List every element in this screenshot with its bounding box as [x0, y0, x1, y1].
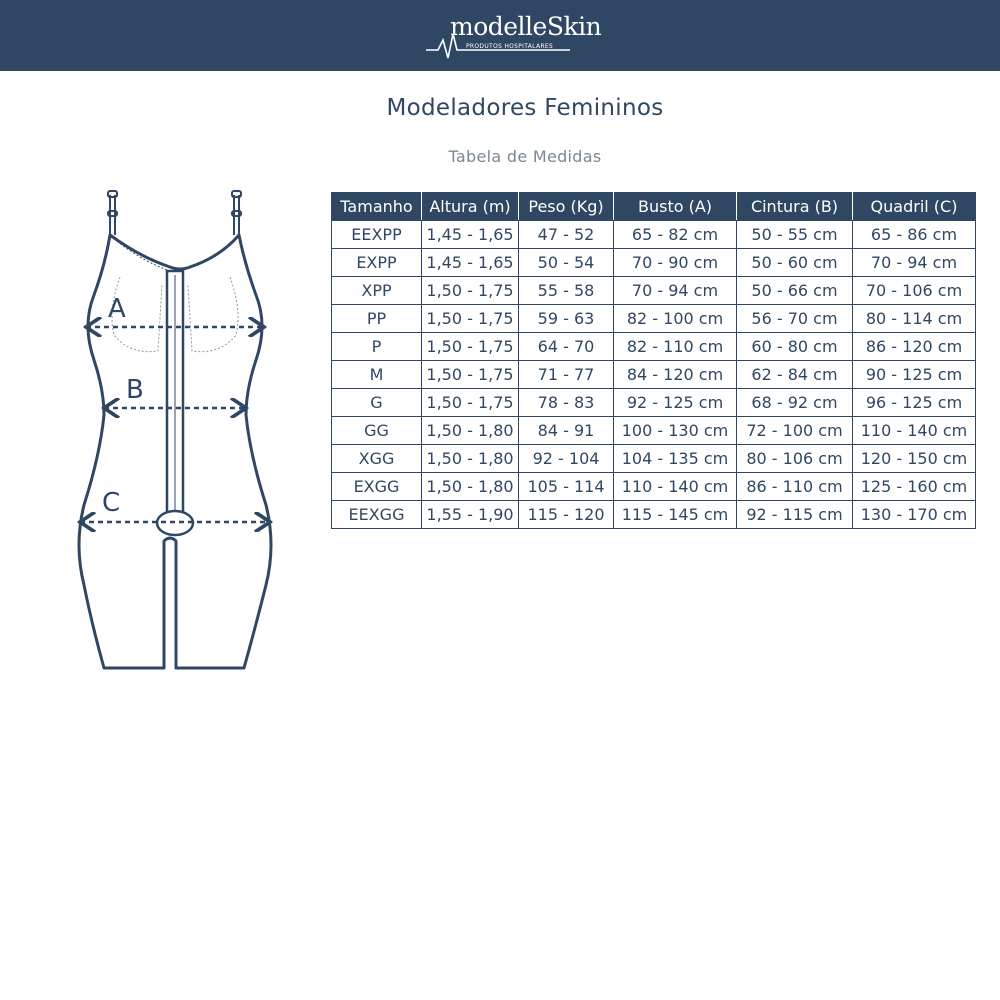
cell-cintura: 72 - 100 cm: [737, 417, 853, 445]
cell-peso: 59 - 63: [519, 305, 614, 333]
cell-cintura: 50 - 60 cm: [737, 249, 853, 277]
bodysuit-diagram: [70, 185, 280, 675]
cell-quadril: 90 - 125 cm: [853, 361, 976, 389]
cell-peso: 47 - 52: [519, 221, 614, 249]
header-altura: Altura (m): [422, 193, 519, 221]
header-quadril: Quadril (C): [853, 193, 976, 221]
table-row: [332, 361, 976, 389]
brand-logo[interactable]: [420, 10, 640, 62]
cell-tamanho: P: [332, 333, 422, 361]
table-row: [332, 501, 976, 529]
cell-cintura: 92 - 115 cm: [737, 501, 853, 529]
cell-tamanho: EXPP: [332, 249, 422, 277]
label-b: B: [126, 375, 144, 405]
cell-altura: 1,50 - 1,80: [422, 445, 519, 473]
cell-peso: 92 - 104: [519, 445, 614, 473]
cell-tamanho: XGG: [332, 445, 422, 473]
table-row: [332, 389, 976, 417]
cell-altura: 1,50 - 1,75: [422, 305, 519, 333]
cell-busto: 82 - 110 cm: [614, 333, 737, 361]
table-row: [332, 221, 976, 249]
cell-tamanho: GG: [332, 417, 422, 445]
cell-cintura: 50 - 55 cm: [737, 221, 853, 249]
logo-text: modelleSkin: [450, 12, 602, 41]
cell-quadril: 110 - 140 cm: [853, 417, 976, 445]
label-c: C: [102, 488, 121, 518]
cell-altura: 1,45 - 1,65: [422, 249, 519, 277]
cell-altura: 1,50 - 1,75: [422, 277, 519, 305]
header-busto: Busto (A): [614, 193, 737, 221]
cell-busto: 70 - 90 cm: [614, 249, 737, 277]
cell-peso: 115 - 120: [519, 501, 614, 529]
cell-quadril: 130 - 170 cm: [853, 501, 976, 529]
cell-altura: 1,50 - 1,80: [422, 473, 519, 501]
cell-busto: 84 - 120 cm: [614, 361, 737, 389]
header-cintura: Cintura (B): [737, 193, 853, 221]
table-row: [332, 333, 976, 361]
page-title: Modeladores Femininos: [386, 95, 664, 121]
cell-busto: 82 - 100 cm: [614, 305, 737, 333]
header-bar: [0, 0, 1000, 71]
cell-cintura: 56 - 70 cm: [737, 305, 853, 333]
table-row: [332, 417, 976, 445]
cell-busto: 115 - 145 cm: [614, 501, 737, 529]
cell-busto: 70 - 94 cm: [614, 277, 737, 305]
cell-altura: 1,55 - 1,90: [422, 501, 519, 529]
cell-quadril: 70 - 94 cm: [853, 249, 976, 277]
table-row: [332, 305, 976, 333]
cell-quadril: 70 - 106 cm: [853, 277, 976, 305]
cell-cintura: 68 - 92 cm: [737, 389, 853, 417]
cell-busto: 100 - 130 cm: [614, 417, 737, 445]
cell-busto: 92 - 125 cm: [614, 389, 737, 417]
cell-altura: 1,45 - 1,65: [422, 221, 519, 249]
cell-altura: 1,50 - 1,75: [422, 361, 519, 389]
cell-quadril: 125 - 160 cm: [853, 473, 976, 501]
cell-tamanho: EEXPP: [332, 221, 422, 249]
cell-quadril: 96 - 125 cm: [853, 389, 976, 417]
cell-altura: 1,50 - 1,75: [422, 389, 519, 417]
cell-busto: 110 - 140 cm: [614, 473, 737, 501]
logo-subtitle: PRODUTOS HOSPITALARES: [466, 43, 554, 50]
header-tamanho: Tamanho: [332, 193, 422, 221]
page-subtitle: Tabela de Medidas: [448, 147, 602, 166]
header-peso: Peso (Kg): [519, 193, 614, 221]
label-a: A: [108, 294, 126, 324]
cell-cintura: 50 - 66 cm: [737, 277, 853, 305]
cell-busto: 104 - 135 cm: [614, 445, 737, 473]
cell-peso: 55 - 58: [519, 277, 614, 305]
table-row: [332, 445, 976, 473]
cell-altura: 1,50 - 1,80: [422, 417, 519, 445]
cell-tamanho: EEXGG: [332, 501, 422, 529]
cell-cintura: 80 - 106 cm: [737, 445, 853, 473]
left-strap: [108, 191, 117, 235]
cell-busto: 65 - 82 cm: [614, 221, 737, 249]
cell-quadril: 120 - 150 cm: [853, 445, 976, 473]
cell-quadril: 65 - 86 cm: [853, 221, 976, 249]
cell-tamanho: M: [332, 361, 422, 389]
cell-cintura: 86 - 110 cm: [737, 473, 853, 501]
table-row: [332, 249, 976, 277]
cell-peso: 105 - 114: [519, 473, 614, 501]
cell-tamanho: XPP: [332, 277, 422, 305]
cell-peso: 84 - 91: [519, 417, 614, 445]
cell-peso: 64 - 70: [519, 333, 614, 361]
right-strap: [232, 191, 241, 235]
cell-peso: 71 - 77: [519, 361, 614, 389]
cell-peso: 50 - 54: [519, 249, 614, 277]
table-row: [332, 473, 976, 501]
cell-altura: 1,50 - 1,75: [422, 333, 519, 361]
cell-cintura: 60 - 80 cm: [737, 333, 853, 361]
cell-quadril: 86 - 120 cm: [853, 333, 976, 361]
cell-tamanho: EXGG: [332, 473, 422, 501]
cell-tamanho: PP: [332, 305, 422, 333]
table-header-row: [332, 193, 976, 221]
table-row: [332, 277, 976, 305]
cell-tamanho: G: [332, 389, 422, 417]
cell-quadril: 80 - 114 cm: [853, 305, 976, 333]
cell-cintura: 62 - 84 cm: [737, 361, 853, 389]
cell-peso: 78 - 83: [519, 389, 614, 417]
size-table: [331, 192, 976, 529]
